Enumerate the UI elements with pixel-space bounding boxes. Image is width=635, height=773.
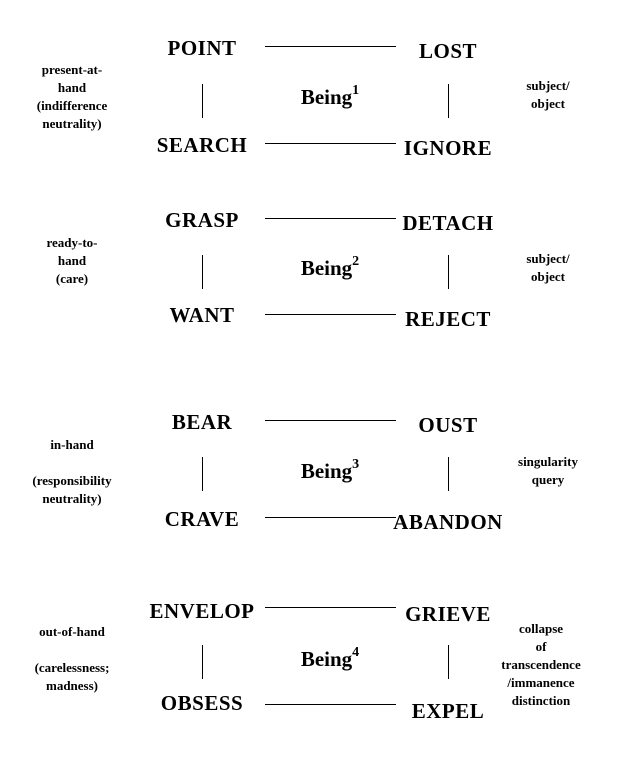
word-grasp: GRASP <box>165 208 239 232</box>
note-line: distinction <box>511 693 571 708</box>
note-line <box>35 641 110 659</box>
note-line: (carelessness; <box>34 660 110 675</box>
being-label: Being$^2$ <box>300 254 360 280</box>
note-line: object <box>531 96 565 111</box>
right-connector-line <box>448 645 449 679</box>
right-annotation <box>518 453 578 489</box>
note-line: hand <box>57 253 87 268</box>
being-superscript: 4 <box>352 645 360 660</box>
right-connector-line <box>448 457 449 491</box>
note-line: neutrality) <box>42 491 102 506</box>
being-superscript: 1 <box>352 83 360 98</box>
top-connector-line <box>265 46 396 47</box>
bottom-connector-line <box>265 704 396 705</box>
word-envelop: ENVELOP <box>149 599 255 623</box>
note-line: (responsibility <box>32 473 112 488</box>
being-superscript: 2 <box>352 254 360 269</box>
note-line: subject/ <box>526 78 570 93</box>
left-connector-line <box>202 84 203 118</box>
left-connector-line <box>202 457 203 491</box>
note-line: ready-to- <box>46 235 98 250</box>
word-crave: CRAVE <box>164 507 240 531</box>
right-annotation <box>526 250 569 286</box>
top-connector-line <box>265 218 396 219</box>
being-label: Being$^1$ <box>300 83 360 109</box>
note-line: (indifference <box>36 98 108 113</box>
right-connector-line <box>448 84 449 118</box>
left-connector-line <box>202 255 203 289</box>
being-label: Being$^3$ <box>300 457 360 483</box>
being-superscript: 3 <box>352 457 360 472</box>
note-line: object <box>531 269 565 284</box>
top-connector-line <box>265 607 396 608</box>
word-reject: REJECT <box>405 307 491 331</box>
note-line: subject/ <box>526 251 570 266</box>
right-annotation <box>501 620 580 710</box>
left-connector-line <box>202 645 203 679</box>
note-line: in-hand <box>50 437 94 452</box>
note-line <box>32 454 111 472</box>
note-line: madness) <box>45 678 99 693</box>
bottom-connector-line <box>265 517 396 518</box>
left-annotation <box>35 623 110 695</box>
bottom-connector-line <box>265 143 396 144</box>
right-connector-line <box>448 255 449 289</box>
note-line: (care) <box>55 271 89 286</box>
left-annotation <box>32 436 111 508</box>
note-line: out-of-hand <box>39 624 105 639</box>
word-obsess: OBSESS <box>160 691 244 715</box>
note-line: transcendence <box>501 657 581 672</box>
note-line: neutrality) <box>42 116 102 131</box>
word-detach: DETACH <box>402 211 494 235</box>
note-line: present-at- <box>41 62 103 77</box>
word-grieve: GRIEVE <box>405 602 491 626</box>
note-line: hand <box>57 80 87 95</box>
word-point: POINT <box>167 36 237 60</box>
word-lost: LOST <box>418 39 478 63</box>
top-connector-line <box>265 420 396 421</box>
being-label: Being$^4$ <box>300 645 360 671</box>
left-annotation <box>46 234 97 288</box>
note-line: /immanence <box>507 675 575 690</box>
right-annotation <box>526 77 569 113</box>
word-want: WANT <box>169 303 235 327</box>
note-line: of <box>535 639 547 654</box>
word-expel: EXPEL <box>411 699 485 723</box>
word-abandon: ABANDON <box>393 510 503 534</box>
note-line: collapse <box>518 621 564 636</box>
note-line: query <box>531 472 565 487</box>
word-bear: BEAR <box>171 410 233 434</box>
bottom-connector-line <box>265 314 396 315</box>
word-oust: OUST <box>418 413 478 437</box>
word-ignore: IGNORE <box>403 136 493 160</box>
word-search: SEARCH <box>156 133 248 157</box>
note-line: singularity <box>518 454 578 469</box>
left-annotation <box>37 61 108 133</box>
